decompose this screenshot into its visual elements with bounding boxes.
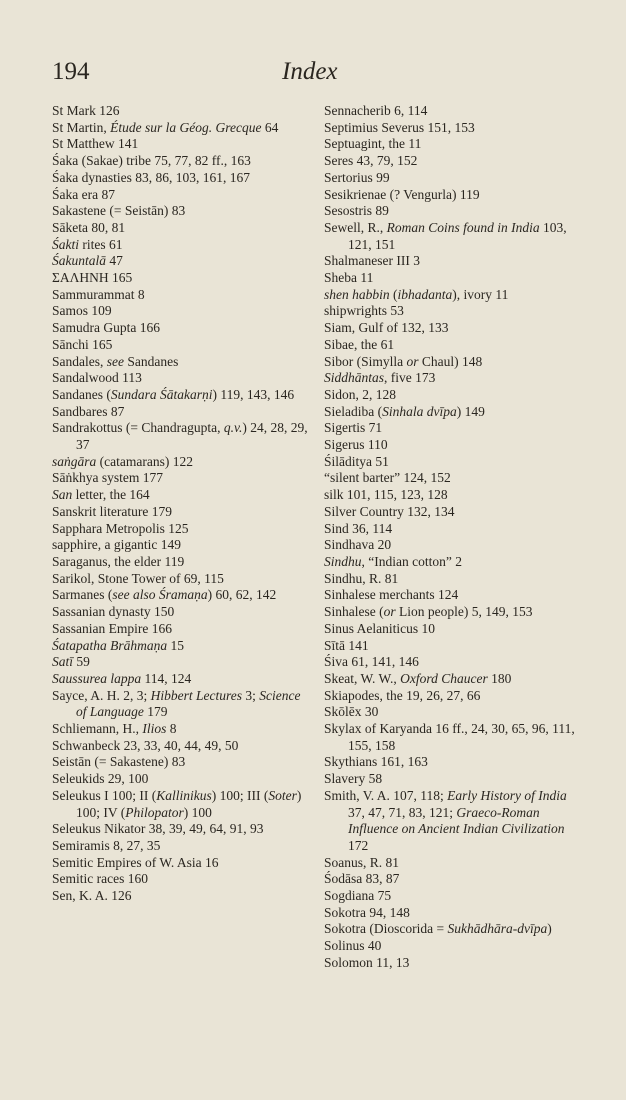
index-entry-text: Sinhalese ( [324,604,384,620]
index-entry-text: Septimius Severus 151, 153 [324,119,475,135]
index-entry [52,420,308,453]
index-entry-italic-text: Philopator [125,804,184,820]
index-entry-text: 37, 47, 71, 83, 121; [348,804,457,820]
index-entry-text: Sassanian Empire 166 [52,620,172,636]
index-entry [324,638,586,655]
index-entry-italic-text: Siddhāntas [324,370,385,386]
index-entry [324,287,586,304]
index-entry-italic-text: saṅgāra [52,453,97,469]
index-entry [324,754,586,771]
index-entry-text: Skythians 161, 163 [324,754,428,770]
index-entry [52,370,308,387]
index-entry-text: Sigertis 71 [324,420,383,436]
index-entry-italic-text: Oxford Chaucer [400,670,488,686]
index-entry [324,437,586,454]
index-entry [52,554,308,571]
index-entry-text: Sind 36, 114 [324,520,393,536]
index-entry-text: Sandrakottus (= Chandragupta, [52,420,224,436]
index-entry [324,337,586,354]
index-entry [52,487,308,504]
index-entry [52,788,308,821]
index-entry-text: Sāṅkhya system 177 [52,470,163,486]
index-entry-italic-text: shen habbin [324,286,390,302]
index-entry [324,521,586,538]
index-entry-text: 180 [487,670,512,686]
index-entry [324,404,586,421]
index-entry-text: Sassanian dynasty 150 [52,604,175,620]
index-entry [52,153,308,170]
index-entry-text: Śilāditya 51 [324,453,389,469]
index-entry [52,688,308,721]
index-entry-text: Sesikrienae (? Vengurla) 119 [324,186,480,202]
index-entry-text: rites 61 [79,236,123,252]
index-entry [52,136,308,153]
index-entry [324,504,586,521]
index-entry [52,120,308,137]
index-entry-text: Śaka (Sakae) tribe 75, 77, 82 ff., 163 [52,153,251,169]
index-entry-text: Schliemann, H., [52,721,143,737]
index-entry-text: St Mark 126 [52,103,120,118]
index-entry-text: Sāketa 80, 81 [52,219,126,235]
index-entry-text: , five 173 [384,370,436,386]
index-entry-text: 103, 121, 151 [348,219,567,252]
index-entry-italic-text: Ilios [142,721,167,737]
index-entry-text: Sidon, 2, 128 [324,386,397,402]
index-entry-text: Septuagint, the 11 [324,136,422,152]
index-entry-text: ( [389,286,398,302]
index-entry [52,237,308,254]
index-entry-text: Sibae, the 61 [324,336,395,352]
index-entry [52,604,308,621]
index-entry [324,721,586,754]
index-entry [324,888,586,905]
index-entry [52,270,308,287]
index-entry-text: Semiramis 8, 27, 35 [52,837,161,853]
index-entry [324,470,586,487]
index-entry [324,955,586,972]
index-entry [324,688,586,705]
index-entry [52,320,308,337]
index-entry-text: 3; [242,687,260,703]
index-entry-text: sapphire, a gigantic 149 [52,537,181,553]
index-entry [52,354,308,371]
index-entry-text: ΣΑΛΗΝΗ 165 [52,270,133,286]
index-entry [324,905,586,922]
index-entry-text: ) 100 [183,804,212,820]
index-entry-text: Sokotra (Dioscorida = [324,921,448,937]
index-entry [52,454,308,471]
index-entry-text: 47 [106,253,123,269]
index-entry-text: Sandanes ( [52,386,111,402]
index-entry [52,571,308,588]
index-entry-italic-text: Sindhu [324,553,362,569]
index-entry [324,420,586,437]
index-entry-text: Sītā 141 [324,637,369,653]
index-entry-text: ) 100; III ( [211,787,269,803]
index-entry-text: Seres 43, 79, 152 [324,153,418,169]
index-entry-text: Sieladiba ( [324,403,383,419]
index-entry-text: ) 119, 143, 146 [212,386,295,402]
index-entry-italic-text: Sundara Śātakarṇi [110,386,213,402]
index-entry-italic-text: Sukhādhāra-dvīpa [447,921,548,937]
index-entry-text: Schwanbeck 23, 33, 40, 44, 49, 50 [52,737,239,753]
index-entry-text: Sindhava 20 [324,537,392,553]
index-entry [52,838,308,855]
index-entry-text: Sandalwood 113 [52,370,142,386]
index-entry-text: 64 [261,119,279,135]
index-entry [324,771,586,788]
index-entry-text: Saraganus, the elder 119 [52,553,185,569]
index-entry-text: Sandanes [124,353,179,369]
index-entry [52,470,308,487]
index-entry [52,671,308,688]
index-entry-text: Soanus, R. 81 [324,854,400,870]
index-entry-text: Slavery 58 [324,771,383,787]
index-entry-text: Seleukus I 100; II ( [52,787,157,803]
index-entry [52,404,308,421]
index-entry-text: Sinus Aelaniticus 10 [324,620,435,636]
index-entry-text: Smith, V. A. 107, 118; [324,787,448,803]
index-entry [52,170,308,187]
index-entry-italic-text: Kallinikus [156,787,212,803]
index-entry [52,287,308,304]
index-entry [52,754,308,771]
index-entry-italic-text: Graeco-Roman Influence on Ancient Indian Civilization [348,804,565,837]
index-entry-text: , “Indian cotton” 2 [361,553,462,569]
index-entry [324,571,586,588]
index-entry [52,638,308,655]
index-entry [324,871,586,888]
index-entry [52,203,308,220]
index-entry-text: Sesostris 89 [324,203,389,219]
index-entry [52,303,308,320]
index-entry [324,354,586,371]
index-entry-text: Siam, Gulf of 132, 133 [324,320,449,336]
index-entry-italic-text: Śatapatha Brāhmaṇa [52,637,168,653]
index-entry-text: Sogdiana 75 [324,888,392,904]
index-entry-italic-text: or [406,353,419,369]
index-entry [52,654,308,671]
index-entry-text: 59 [73,654,90,670]
index-entry-italic-text: q.v. [223,420,243,436]
index-entry [52,521,308,538]
index-entry-text: ) 100; IV ( [76,787,302,820]
index-entry-text: St Martin, [52,119,111,135]
index-entry-text: Sānchi 165 [52,336,113,352]
index-entry [52,738,308,755]
index-entry [52,771,308,788]
index-entry-text: Sandbares 87 [52,403,125,419]
index-entry [324,136,586,153]
index-entry [324,554,586,571]
index-entry [324,170,586,187]
index-entry-text: ) 149 [456,403,485,419]
index-entry-italic-text: Étude sur la Géog. Grecque [110,119,262,135]
index-entry-italic-text: ibhadanta [397,286,453,302]
index-entry-text: Silver Country 132, 134 [324,503,455,519]
index-entry-text: Skiapodes, the 19, 26, 27, 66 [324,687,481,703]
index-entry-text: Lion people) 5, 149, 153 [395,604,533,620]
index-entry [324,203,586,220]
index-entry-text: 8 [166,721,177,737]
index-entry-text: Skeat, W. W., [324,670,401,686]
index-entry-text: Sayce, A. H. 2, 3; [52,687,151,703]
index-entry [324,187,586,204]
index-entry-text: Sakastene (= Seistān) 83 [52,203,186,219]
index-entry-text: Śiva 61, 141, 146 [324,654,419,670]
page-header [0,58,626,94]
index-entry-italic-text: Early History of India [447,787,567,803]
index-entry-text: 114, 124 [141,670,192,686]
index-entry [52,187,308,204]
index-entry-text: Śaka dynasties 83, 86, 103, 161, 167 [52,169,250,185]
index-entry-text: 179 [143,704,168,720]
index-entry-text: Skylax of Karyanda 16 ff., 24, 30, 65, 96, 111, 155, 158 [324,721,575,753]
page-number: 194 [52,58,90,85]
index-entry-text: Solinus 40 [324,938,382,954]
index-entry-text: Sandales, [52,353,107,369]
index-entry [324,704,586,721]
index-entry-italic-text: Roman Coins found in India [386,219,540,235]
index-entry [324,153,586,170]
index-entry [52,621,308,638]
index-entry-text: Sertorius 99 [324,169,390,185]
index-entry-text: silk 101, 115, 123, 128 [324,487,448,503]
index-entry-text: Semitic Empires of W. Asia 16 [52,854,219,870]
index-entry [324,487,586,504]
index-entry-text: Chaul) 148 [418,353,483,369]
index-entry [52,888,308,905]
index-entry [324,253,586,270]
index-entry [52,253,308,270]
page-title: Index [282,58,338,85]
index-entry-text: (catamarans) 122 [96,453,193,469]
index-entry [52,855,308,872]
index-entry-text: Samos 109 [52,303,112,319]
index-entry-italic-text: Hibbert Lectures [150,687,242,703]
index-entry-text: Solomon 11, 13 [324,954,410,970]
index-entry-text: Seistān (= Sakastene) 83 [52,754,186,770]
index-entry [52,537,308,554]
index-entry [324,454,586,471]
index-entry-italic-text: Saussurea lappa [52,670,142,686]
index-entry-text: Shalmaneser III 3 [324,253,420,269]
index-entry [324,270,586,287]
index-entry-text: Sewell, R., [324,219,387,235]
index-entry-text: letter, the 164 [72,487,150,503]
index-entry [324,387,586,404]
index-entry-text: Seleukus Nikator 38, 39, 49, 64, 91, 93 [52,821,264,837]
index-entry [52,871,308,888]
index-column-left [52,103,308,905]
index-entry [52,337,308,354]
index-entry [324,855,586,872]
index-entry-text: Skōlēx 30 [324,704,379,720]
index-entry-text: ) [547,921,552,937]
index-entry [324,103,586,120]
index-entry [52,387,308,404]
index-entry [324,921,586,938]
index-entry-text: Semitic races 160 [52,871,148,887]
index-entry-italic-text: see [106,353,124,369]
index-entry-text: Sinhalese merchants 124 [324,587,459,603]
index-entry [324,604,586,621]
index-entry [324,621,586,638]
index-entry [52,220,308,237]
index-entry [324,537,586,554]
index-entry-text: Sammurammat 8 [52,286,145,302]
index-entry-text: ) 24, 28, 29, 37 [76,420,308,453]
index-entry-italic-text: San [52,487,73,503]
index-entry-text: Śaka era 87 [52,186,115,202]
index-entry-text: shipwrights 53 [324,303,404,319]
index-entry-text: 15 [167,637,185,653]
index-entry [52,103,308,120]
index-entry [324,671,586,688]
index-entry-text: Sarikol, Stone Tower of 69, 115 [52,570,224,586]
index-entry [52,821,308,838]
index-entry-text: Sapphara Metropolis 125 [52,520,189,536]
index-entry-italic-text: Śakti [52,236,79,252]
index-entry-italic-text: Science of Language [76,687,301,720]
index-entry [324,320,586,337]
index-entry [324,654,586,671]
index-entry-italic-text: Sinhala dvīpa [382,403,457,419]
index-entry [324,788,586,855]
index-entry-italic-text: Śakuntalā [52,253,106,269]
index-entry-text: Sen, K. A. 126 [52,888,132,904]
index-entry [52,504,308,521]
index-entry-text: Sokotra 94, 148 [324,904,410,920]
index-entry-text: 172 [348,837,369,853]
index-column-right [324,103,586,972]
index-entry-text: Sanskrit literature 179 [52,503,172,519]
index-entry [324,587,586,604]
index-entry-text: “silent barter” 124, 152 [324,470,451,486]
index-entry [52,721,308,738]
index-entry [324,220,586,253]
index-entry-text: Śodāsa 83, 87 [324,871,400,887]
index-entry-text: St Matthew 141 [52,136,139,152]
index-entry-text: Sindhu, R. 81 [324,570,399,586]
index-entry-italic-text: see also Śramaṇa [112,587,208,603]
index-entry-italic-text: Satī [52,654,74,670]
index-entry-italic-text: or [383,604,396,620]
index-entry-text: Sheba 11 [324,270,374,286]
index-entry [324,303,586,320]
index-entry [324,370,586,387]
index-entry-text: Sibor (Simylla [324,353,407,369]
index-entry [324,120,586,137]
index-entry-text: Sigerus 110 [324,437,388,453]
index-entry-text: Samudra Gupta 166 [52,320,160,336]
index-entry-text: Sennacherib 6, 114 [324,103,428,118]
index-entry-text: ) 60, 62, 142 [207,587,277,603]
index-entry-text: ), ivory 11 [452,286,509,302]
index-entry-text: Seleukids 29, 100 [52,771,149,787]
index-entry [324,938,586,955]
index-entry-italic-text: Soter [268,787,297,803]
index-entry-text: Sarmanes ( [52,587,113,603]
index-entry [52,587,308,604]
